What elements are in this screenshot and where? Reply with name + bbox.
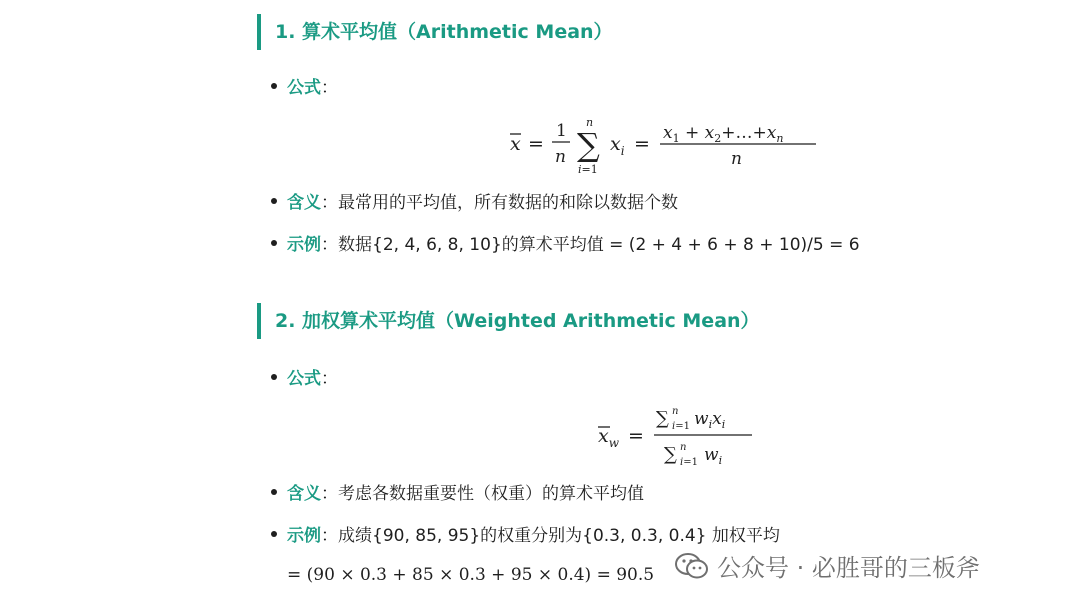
bullet-dot xyxy=(271,489,277,495)
example-bullet-2 xyxy=(271,524,780,548)
svg-text:xw: $x_w$ xyxy=(598,425,619,450)
colon: ： xyxy=(321,526,338,546)
svg-text:∑: ∑ xyxy=(664,444,677,465)
weighted-mean-formula xyxy=(590,400,770,472)
svg-text:n: n xyxy=(680,442,687,453)
example-bullet-1 xyxy=(271,233,860,257)
example-text: 数据{2, 4, 6, 8, 10}的算术平均值 = (2 + 4 + 6 + 8 + 10)/5 = 6 xyxy=(338,235,860,255)
example-result-2: = (90 × 0.3 + 85 × 0.3 + 95 × 0.4) = 90.5 xyxy=(287,565,655,585)
svg-text:=: = xyxy=(634,133,650,155)
svg-text:=: = xyxy=(628,425,644,447)
svg-text:x1 + x2+…+xn: $x_1$ + $x_2+\dots+x_n$ xyxy=(663,123,784,145)
formula-label: 公式 xyxy=(287,78,321,98)
svg-text:n: n xyxy=(555,147,566,167)
svg-text:∑: ∑ xyxy=(577,126,600,164)
example-label: 示例 xyxy=(287,235,321,255)
colon: ： xyxy=(321,78,338,98)
colon: ： xyxy=(321,484,338,504)
meaning-bullet-1 xyxy=(271,191,678,215)
svg-text:xi: $x_i$ xyxy=(610,133,625,158)
meaning-text: 最常用的平均值，所有数据的和除以数据个数 xyxy=(338,193,678,213)
section-title-arithmetic-mean: 1. 算术平均值（Arithmetic Mean） xyxy=(257,14,613,50)
svg-text:wi: $w_i$ xyxy=(704,445,723,467)
svg-text:1: 1 xyxy=(556,121,567,141)
svg-text:x: x xyxy=(510,133,521,155)
meaning-label: 含义 xyxy=(287,484,321,504)
svg-text:i=1: i=1 xyxy=(672,421,690,432)
wechat-icon xyxy=(675,552,709,580)
svg-text:i=1: i=1 xyxy=(578,163,598,176)
bullet-dot xyxy=(271,198,277,204)
colon: ： xyxy=(321,369,338,389)
example-text: 成绩{90, 85, 95}的权重分别为{0.3, 0.3, 0.4} 加权平均 xyxy=(338,526,780,546)
colon: ： xyxy=(321,193,338,213)
svg-text:n: n xyxy=(586,116,594,129)
svg-text:=: = xyxy=(528,133,544,155)
colon: ： xyxy=(321,235,338,255)
watermark xyxy=(675,548,980,583)
bullet-dot xyxy=(271,531,277,537)
bullet-dot xyxy=(271,83,277,89)
formula-bullet-2 xyxy=(271,367,338,391)
meaning-bullet-2 xyxy=(271,482,644,506)
formula-label: 公式 xyxy=(287,369,321,389)
formula-bullet-1 xyxy=(271,76,338,100)
example-label: 示例 xyxy=(287,526,321,546)
svg-text:∑: ∑ xyxy=(656,408,669,429)
svg-text:n: n xyxy=(672,406,679,417)
meaning-text: 考虑各数据重要性（权重）的算术平均值 xyxy=(338,484,644,504)
arithmetic-mean-formula xyxy=(500,110,830,182)
meaning-label: 含义 xyxy=(287,193,321,213)
watermark-text: 公众号 · 必胜哥的三板斧 xyxy=(717,554,980,582)
section-title-weighted-mean: 2. 加权算术平均值（Weighted Arithmetic Mean） xyxy=(257,303,760,339)
svg-text:n: n xyxy=(731,149,742,169)
svg-text:wixi: $w_ix_i$ xyxy=(694,409,726,431)
bullet-dot xyxy=(271,240,277,246)
bullet-dot xyxy=(271,374,277,380)
svg-text:i=1: i=1 xyxy=(680,457,698,468)
